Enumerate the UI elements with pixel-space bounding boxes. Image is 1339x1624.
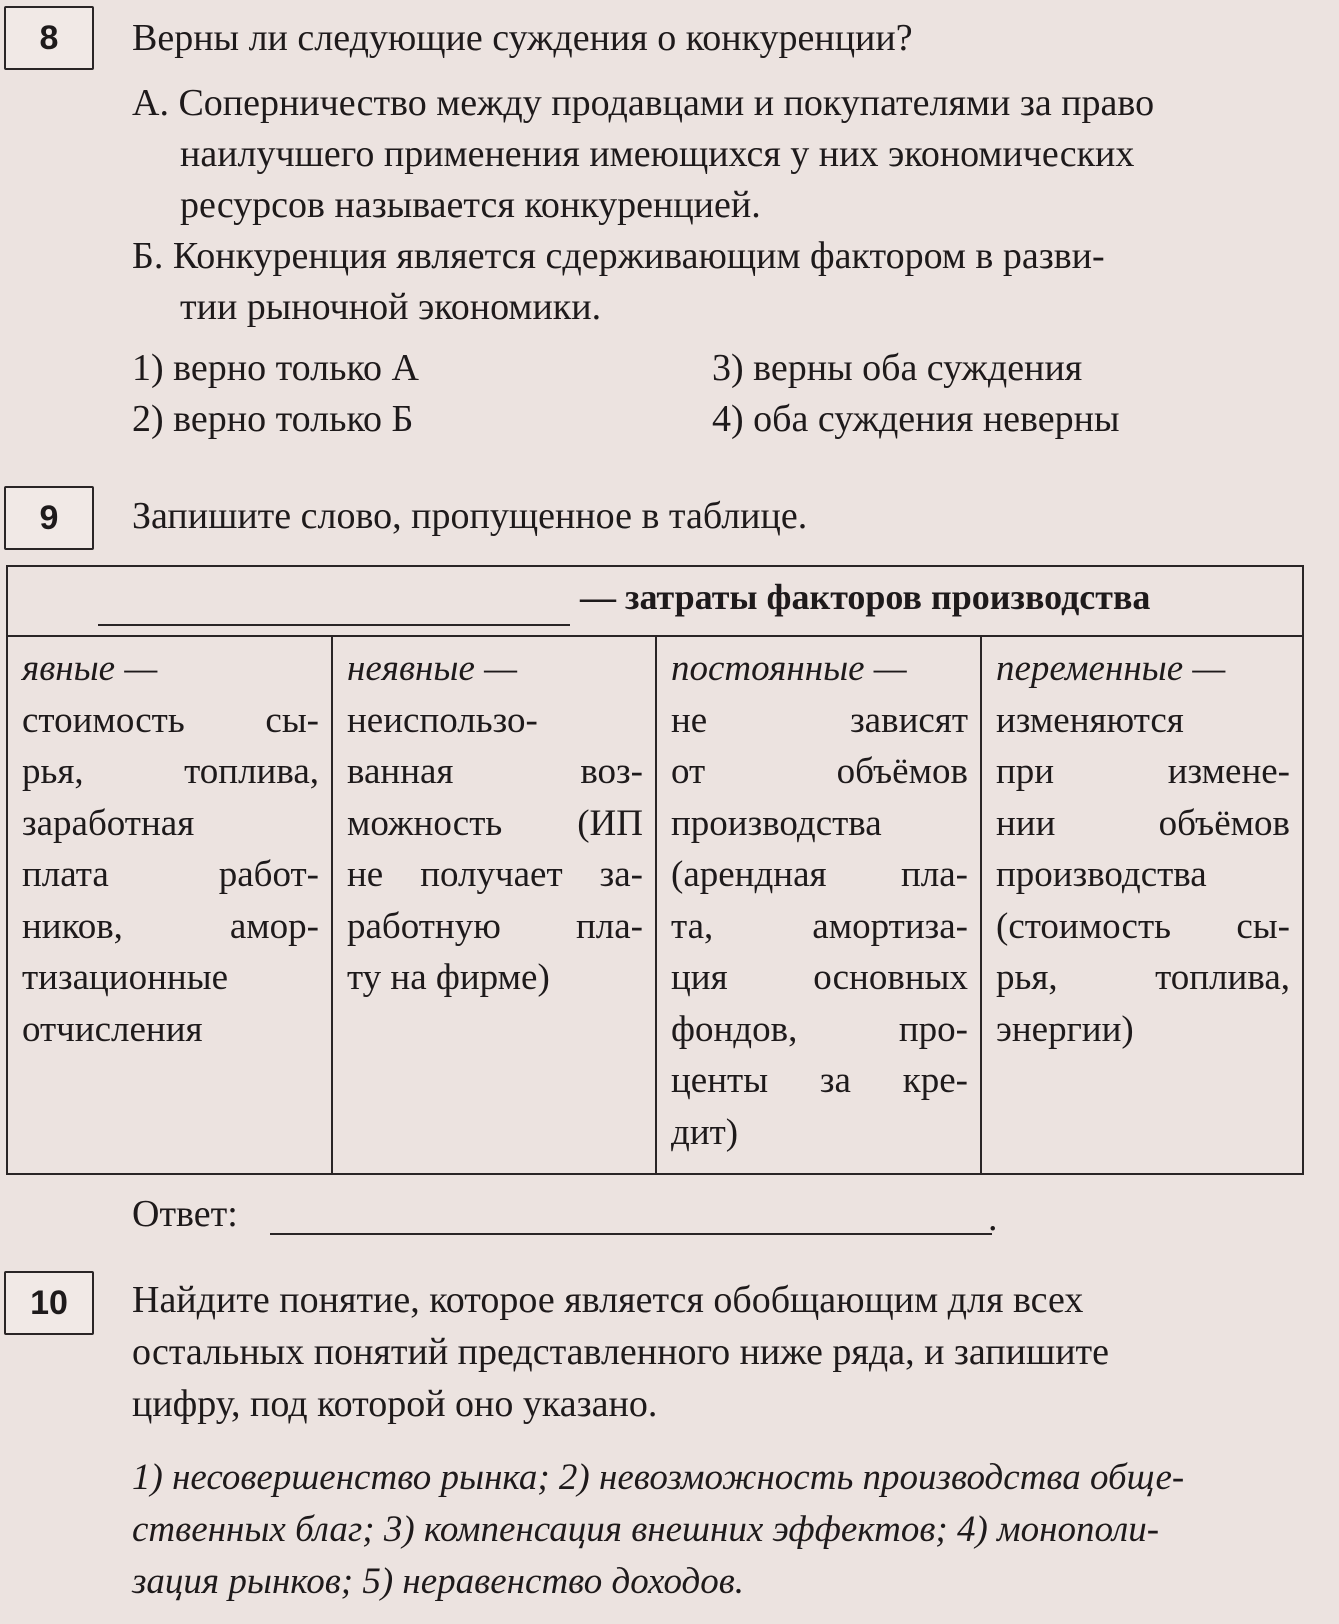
q8-option-4: 4) оба суждения неверны [712, 398, 1120, 440]
q8-statement-b-line-2: тии рыночной экономики. [180, 286, 602, 328]
table-header-text: — затраты факторов производства [580, 577, 1151, 617]
answer-label: Ответ: [132, 1193, 238, 1235]
question-9-text: Запишите слово, пропущенное в таблице. [132, 495, 808, 537]
q10-question-line-3: цифру, под которой оно указано. [132, 1383, 658, 1425]
cell-line: не получает за- [347, 854, 643, 895]
cell-line: производства [671, 802, 882, 844]
answer-period: . [988, 1197, 998, 1239]
cell-line: при измене- [996, 751, 1290, 792]
cell-line: центы за кре- [671, 1060, 968, 1101]
cell-line: отчисления [22, 1008, 203, 1050]
q10-items-line-3: зация рынков; 5) неравенство доходов. [132, 1561, 744, 1602]
column-implicit [331, 635, 655, 1173]
cell-line: (стоимость сы- [996, 905, 1290, 947]
column-explicit [8, 635, 331, 1173]
column-title: неявные — [347, 648, 518, 689]
cell-line: тизационные [22, 957, 228, 998]
question-number-8: 8 [4, 6, 94, 70]
q8-option-3: 3) верны оба суждения [712, 347, 1083, 389]
q10-question-line-1: Найдите понятие, которое является обобщающим для всех [132, 1279, 1084, 1321]
cell-line: нии объёмов [996, 802, 1290, 844]
cell-line: заработная [22, 802, 195, 844]
cell-line: от объёмов [671, 751, 968, 792]
column-fixed [655, 635, 980, 1173]
cell-line: стоимость сы- [22, 699, 319, 741]
question-number-10: 10 [4, 1271, 94, 1335]
q8-statement-a-line-2: наилучшего применения имеющихся у них экономических [180, 133, 1135, 175]
cell-line: не зависят [671, 699, 968, 741]
cell-line: неиспользо- [347, 699, 538, 741]
column-title: переменные — [996, 648, 1226, 689]
q10-question-line-2: остальных понятий представленного ниже ряда, и запишите [132, 1331, 1110, 1373]
cell-line: производства [996, 854, 1207, 895]
q10-items-line-2: ственных благ; 3) компенсация внешних эффектов; 4) монополи- [132, 1509, 1160, 1550]
cell-line: энергии) [996, 1008, 1134, 1050]
costs-table [6, 565, 1304, 1175]
question-number-9: 9 [4, 486, 94, 550]
cell-line: рья, топлива, [996, 957, 1290, 998]
column-variable [980, 635, 1302, 1173]
q8-option-1: 1) верно только А [132, 347, 419, 389]
q8-statement-a-line-1: А. Соперничество между продавцами и покупателями за право [132, 82, 1155, 124]
q10-items-line-1: 1) несовершенство рынка; 2) невозможность производства обще- [132, 1457, 1185, 1498]
cell-line: (арендная пла- [671, 854, 968, 895]
cell-line: ников, амор- [22, 905, 319, 947]
cell-line: дит) [671, 1111, 739, 1153]
missing-word-blank[interactable] [98, 624, 570, 626]
table-header [8, 567, 1302, 637]
column-title: явные — [22, 648, 158, 689]
cell-line: ту на фирме) [347, 957, 550, 998]
cell-line: работную пла- [347, 905, 643, 947]
q8-option-2: 2) верно только Б [132, 398, 414, 440]
answer-input-line[interactable] [270, 1233, 992, 1235]
cell-line: изменяются [996, 699, 1184, 741]
cell-line: ция основных [671, 957, 968, 998]
cell-line: ванная воз- [347, 751, 643, 792]
q8-statement-b-line-1: Б. Конкуренция является сдерживающим фактором в разви- [132, 235, 1105, 277]
cell-line: плата работ- [22, 854, 319, 895]
q8-statement-a-line-3: ресурсов называется конкуренцией. [180, 184, 761, 226]
cell-line: рья, топлива, [22, 751, 319, 792]
column-title: постоянные — [671, 648, 907, 689]
cell-line: можность (ИП [347, 802, 643, 844]
cell-line: та, амортиза- [671, 905, 968, 947]
cell-line: фондов, про- [671, 1008, 968, 1050]
question-8-text: Верны ли следующие суждения о конкуренции? [132, 17, 913, 59]
